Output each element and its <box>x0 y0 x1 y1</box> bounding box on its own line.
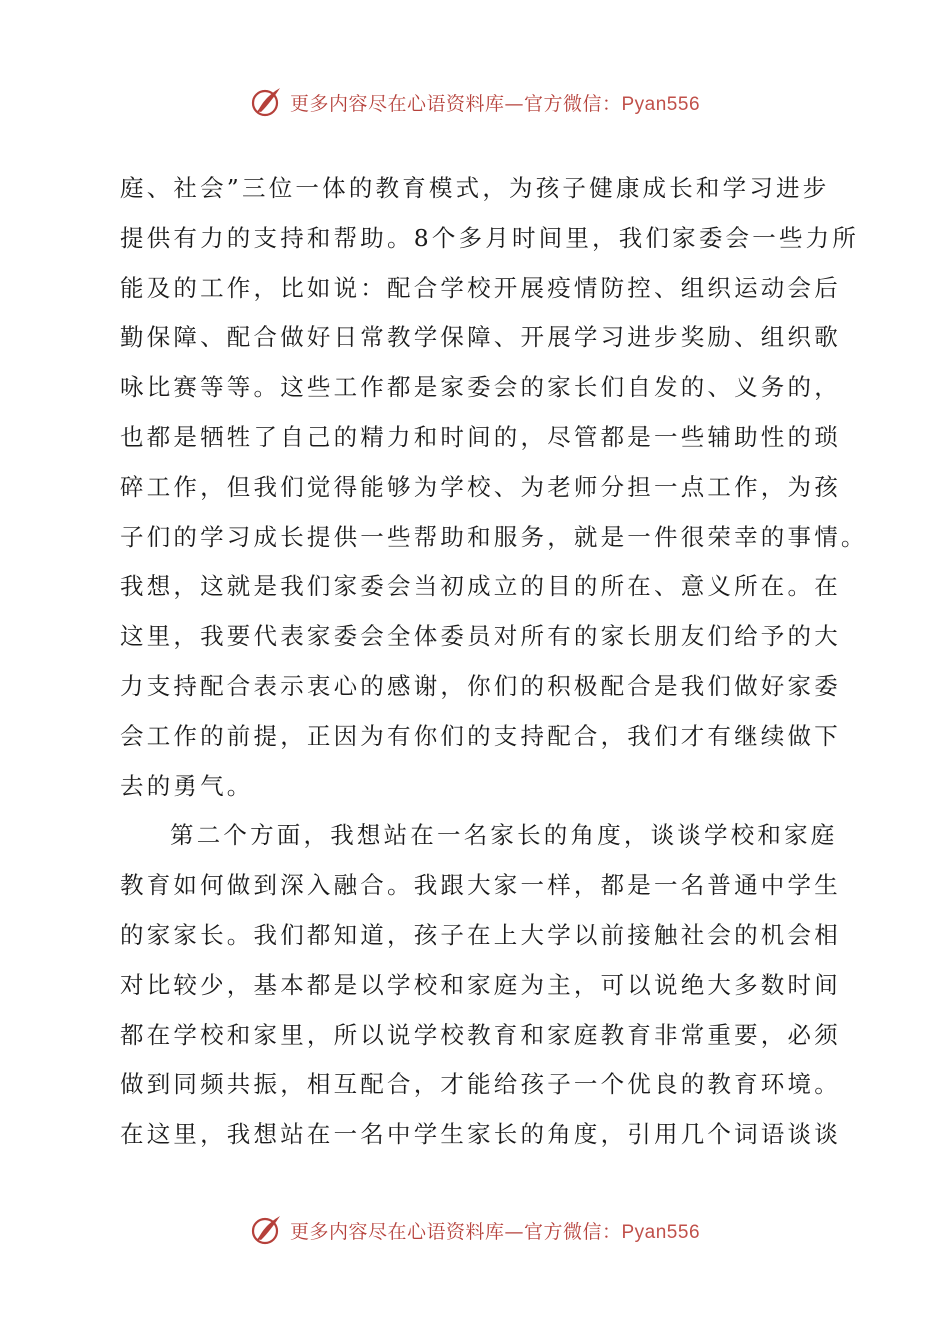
text-line: 碎工作，但我们觉得能够为学校、为老师分担一点工作，为孩 <box>120 472 841 501</box>
text-line: 在这里，我想站在一名中学生家长的角度，引用几个词语谈谈 <box>120 1120 841 1149</box>
header-banner-text: 更多内容尽在心语资料库—官方微信：Pyan556 <box>289 92 701 115</box>
header-banner <box>0 82 950 122</box>
text-line: 都在学校和家里，所以说学校教育和家庭教育非常重要，必须 <box>120 1020 841 1049</box>
text-line: 第二个方面，我想站在一名家长的角度，谈谈学校和家庭 <box>170 821 838 850</box>
footer-banner-text: 更多内容尽在心语资料库—官方微信：Pyan556 <box>289 1220 701 1243</box>
text-line: 子们的学习成长提供一些帮助和服务，就是一件很荣幸的事情。 <box>120 522 868 551</box>
text-line: 我想，这就是我们家委会当初成立的目的所在、意义所在。在 <box>120 572 841 601</box>
text-line: 庭、社会”三位一体的教育模式，为孩子健康成长和学习进步 <box>120 174 830 202</box>
quill-logo-icon <box>250 1213 284 1247</box>
text-line: 咏比赛等等。这些工作都是家委会的家长们自发的、义务的， <box>120 373 841 402</box>
text-line: 提供有力的支持和帮助。8个多月时间里，我们家委会一些力所 <box>120 223 860 252</box>
text-line: 这里，我要代表家委会全体委员对所有的家长朋友们给予的大 <box>120 622 841 651</box>
text-line: 对比较少，基本都是以学校和家庭为主，可以说绝大多数时间 <box>120 970 841 999</box>
text-line: 会工作的前提，正因为有你们的支持配合，我们才有继续做下 <box>120 721 841 750</box>
text-line: 力支持配合表示衷心的感谢，你们的积极配合是我们做好家委 <box>120 671 841 700</box>
footer-banner <box>0 1210 950 1250</box>
document-body <box>120 164 868 1160</box>
wechat-id: Pyan556 <box>621 93 701 115</box>
text-line: 教育如何做到深入融合。我跟大家一样，都是一名普通中学生 <box>120 871 841 900</box>
text-line: 也都是牺牲了自己的精力和时间的，尽管都是一些辅助性的琐 <box>120 422 841 451</box>
quill-logo-icon <box>250 85 284 119</box>
text-line: 的家家长。我们都知道，孩子在上大学以前接触社会的机会相 <box>120 920 841 949</box>
text-line: 去的勇气。 <box>120 771 254 800</box>
text-line: 勤保障、配合做好日常教学保障、开展学习进步奖励、组织歌 <box>120 323 841 352</box>
text-line: 能及的工作，比如说：配合学校开展疫情防控、组织运动会后 <box>120 273 841 302</box>
text-line: 做到同频共振，相互配合，才能给孩子一个优良的教育环境。 <box>120 1070 841 1099</box>
wechat-id: Pyan556 <box>621 1221 701 1243</box>
